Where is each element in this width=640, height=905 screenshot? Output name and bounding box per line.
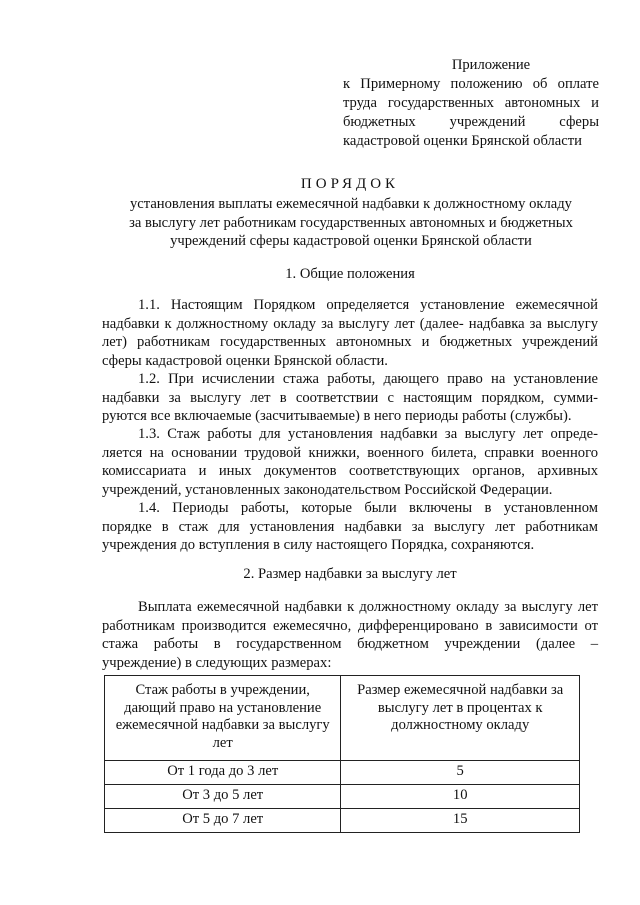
paragraph-line: учреждения до вступления в силу настоящего Порядка, сохраняются. [102, 537, 535, 553]
appendix-heading: Приложение [451, 57, 531, 73]
document-subtitle [104, 195, 598, 251]
paragraph-line: стажа работы в государственном бюджетном учреждении (далее – [102, 636, 598, 652]
paragraph-1-1 [102, 296, 598, 370]
paragraph-line: надбавки за выслугу лет в соответствии с настоящим порядком, сумми- [102, 389, 598, 406]
paragraph-line: руются все включаемые (засчитываемые) в него периоды работы (службы). [102, 408, 572, 424]
cell-percent: 15 [341, 809, 580, 833]
subtitle-line: установления выплаты ежемесячной надбавки к должностному окладу [130, 196, 572, 212]
paragraph-line: порядке в стаж для установления надбавки за выслугу лет работникам [102, 518, 598, 535]
cell-percent: 10 [341, 785, 580, 809]
document-title: ПОРЯДОК [300, 176, 400, 192]
paragraph-line: лет) работникам государственных автономных и бюджетных учреждений [102, 334, 598, 350]
appendix-line: кадастровой оценки Брянской области [343, 133, 582, 149]
table-header-row [105, 676, 580, 761]
table-row [105, 761, 580, 785]
allowance-table [104, 675, 580, 833]
paragraph-line: 1.4. Периоды работы, которые были включены в установленном [138, 500, 598, 516]
subtitle-line: учреждений сферы кадастровой оценки Брянской области [170, 233, 532, 249]
appendix-block [343, 56, 599, 151]
header-cell-experience: Стаж работы в учреждении, дающий право на установление ежемесячной надбавки за выслугу лет [105, 676, 341, 761]
section-2-title: 2. Размер надбавки за выслугу лет [243, 566, 457, 582]
paragraph-line: комиссариата и иных документов соответствующих органов, архивных [102, 463, 598, 479]
cell-percent: 5 [341, 761, 580, 785]
paragraph-line: 1.2. При исчислении стажа работы, дающего право на установление [138, 371, 598, 387]
subtitle-line: за выслугу лет работникам государственных автономных и бюджетных [129, 214, 573, 231]
paragraph-2-1 [102, 598, 598, 672]
paragraph-line: работникам производится ежемесячно, дифференцировано в зависимости от [102, 617, 598, 634]
paragraph-1-2 [102, 370, 598, 426]
paragraph-line: Выплата ежемесячной надбавки к должностному окладу за выслугу лет [138, 599, 598, 615]
paragraph-line: надбавки к должностному окладу за выслугу лет (далее- надбавка за выслугу [102, 315, 598, 332]
cell-experience: От 1 года до 3 лет [105, 761, 341, 785]
paragraph-line: 1.1. Настоящим Порядком определяется установление ежемесячной [138, 297, 598, 313]
paragraph-1-3 [102, 425, 598, 499]
cell-experience: От 3 до 5 лет [105, 785, 341, 809]
paragraph-line: 1.3. Стаж работы для установления надбавки за выслугу лет опреде- [138, 426, 598, 442]
paragraph-line: сферы кадастровой оценки Брянской области. [102, 352, 388, 369]
appendix-line: к Примерному положению об оплате [343, 76, 599, 92]
table-row [105, 785, 580, 809]
paragraph-line: учреждений, установленных законодательством Российской Федерации. [102, 481, 553, 498]
section-1-title: 1. Общие положения [285, 266, 415, 282]
appendix-line: бюджетных учреждений сферы [343, 114, 599, 130]
header-cell-allowance: Размер ежемесячной надбавки за выслугу лет в процентах к должностному окладу [341, 676, 580, 761]
appendix-line: труда государственных автономных и [343, 95, 599, 111]
paragraph-1-4 [102, 499, 598, 555]
paragraph-line: ляется на основании трудовой книжки, военного билета, справки военного [102, 444, 598, 461]
paragraph-line: учреждение) в следующих размерах: [102, 654, 332, 671]
table-row [105, 809, 580, 833]
cell-experience: От 5 до 7 лет [105, 809, 341, 833]
